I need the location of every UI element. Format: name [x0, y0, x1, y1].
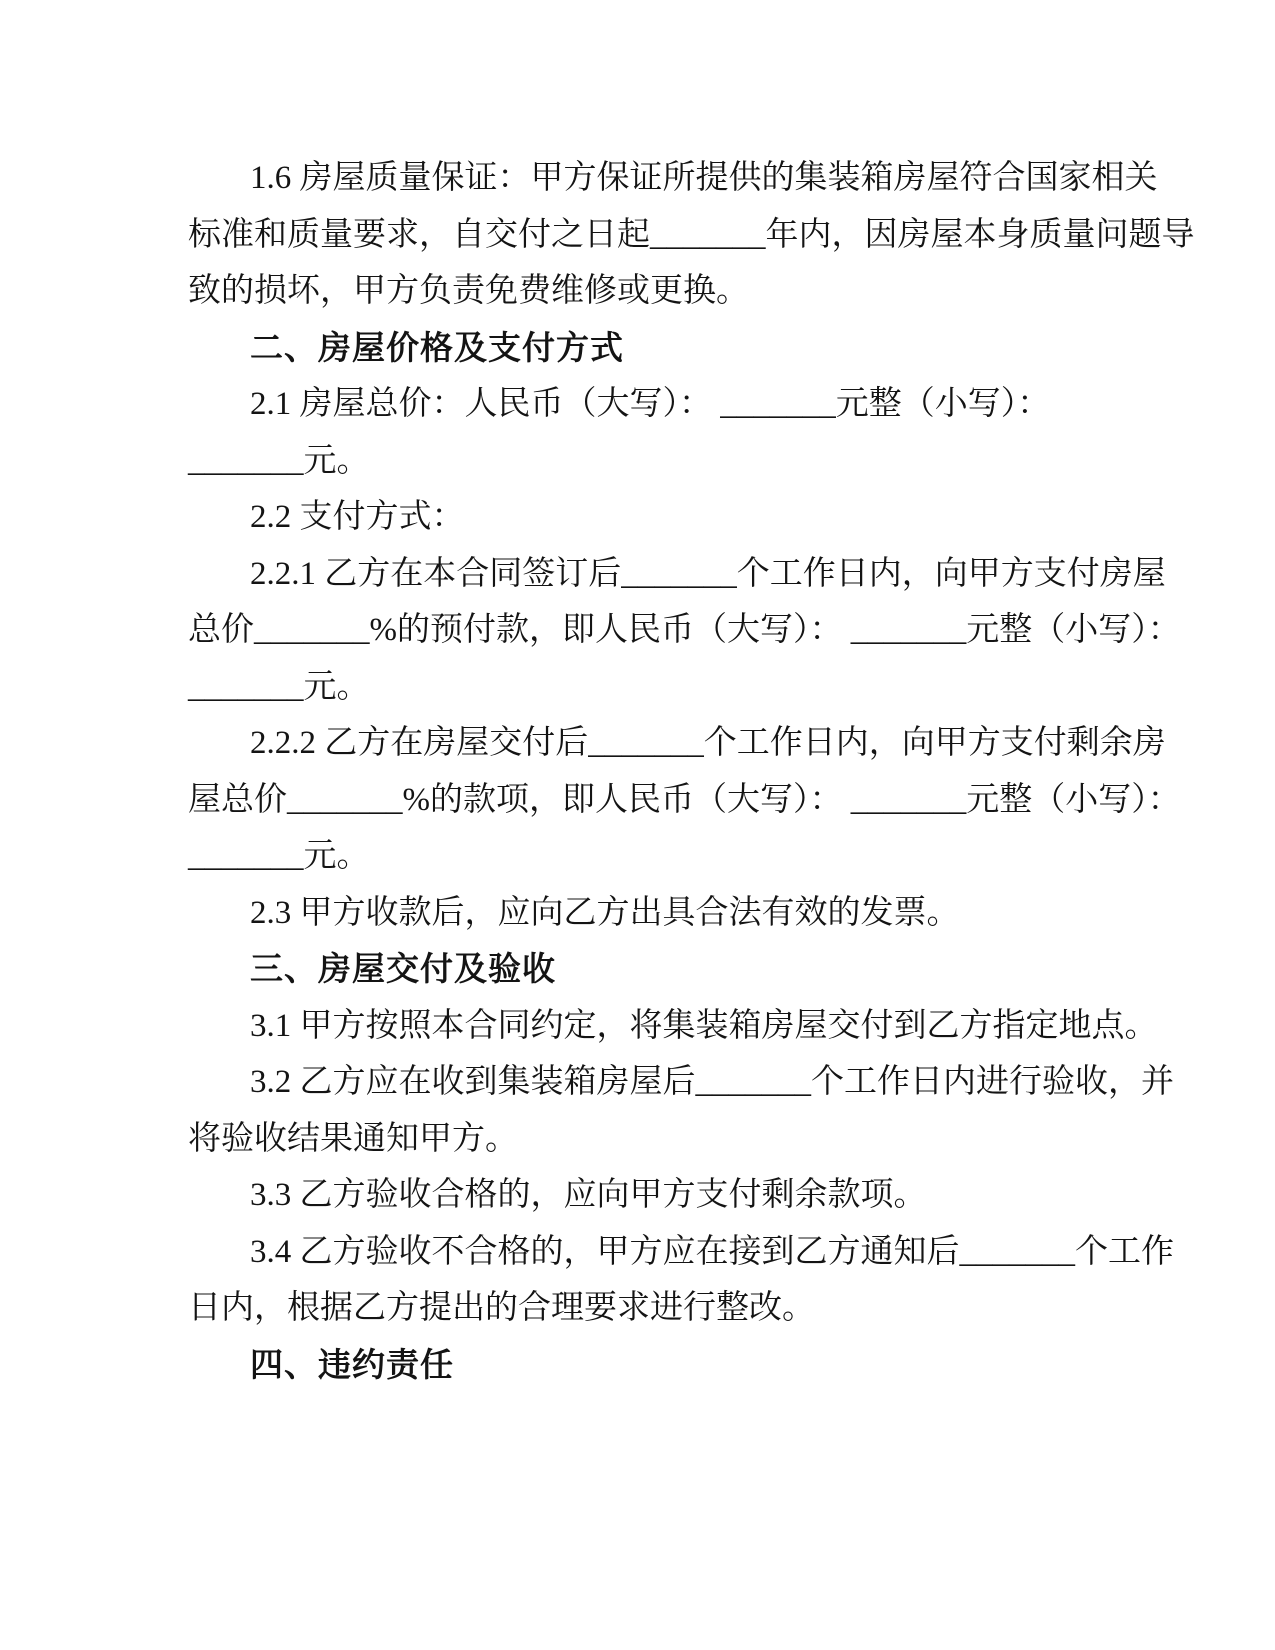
contract-line: 1.6 房屋质量保证：甲方保证所提供的集装箱房屋符合国家相关	[250, 160, 1158, 196]
contract-line: _______元。	[188, 838, 370, 874]
contract-line: 3.2 乙方应在收到集装箱房屋后_______个工作日内进行验收，并	[250, 1064, 1174, 1100]
contract-line: 3.3 乙方验收合格的，应向甲方支付剩余款项。	[250, 1177, 927, 1213]
contract-line: 标准和质量要求，自交付之日起_______年内，因房屋本身质量问题导	[188, 216, 1195, 253]
contract-line: 2.2.2 乙方在房屋交付后_______个工作日内，向甲方支付剩余房	[250, 725, 1166, 761]
contract-line: 屋总价_______%的款项，即人民币（大写）： _______元整（小写）：	[188, 781, 1181, 818]
contract-line: 日内，根据乙方提出的合理要求进行整改。	[188, 1290, 815, 1326]
contract-line: 3.4 乙方验收不合格的，甲方应在接到乙方通知后_______个工作	[250, 1233, 1174, 1270]
contract-section-heading: 三、房屋交付及验收	[250, 950, 556, 987]
contract-body	[188, 150, 1195, 1393]
contract-line: 2.3 甲方收款后，应向乙方出具合法有效的发票。	[250, 894, 960, 931]
contract-line: _______元。	[188, 442, 370, 479]
contract-line: 2.1 房屋总价：人民币（大写）： _______元整（小写）：	[250, 386, 1051, 422]
contract-line: 总价_______%的预付款，即人民币（大写）： _______元整（小写）：	[188, 612, 1181, 648]
contract-section-heading: 四、违约责任	[250, 1345, 454, 1383]
contract-line: 3.1 甲方按照本合同约定，将集装箱房屋交付到乙方指定地点。	[250, 1007, 1158, 1044]
contract-section-heading: 二、房屋价格及支付方式	[250, 328, 624, 366]
contract-line: 2.2 支付方式：	[250, 499, 465, 535]
contract-line: 致的损坏，甲方负责免费维修或更换。	[188, 273, 749, 309]
contract-line: _______元。	[188, 668, 370, 705]
contract-line: 2.2.1 乙方在本合同签订后_______个工作日内，向甲方支付房屋	[250, 555, 1166, 592]
contract-line: 将验收结果通知甲方。	[188, 1120, 518, 1157]
